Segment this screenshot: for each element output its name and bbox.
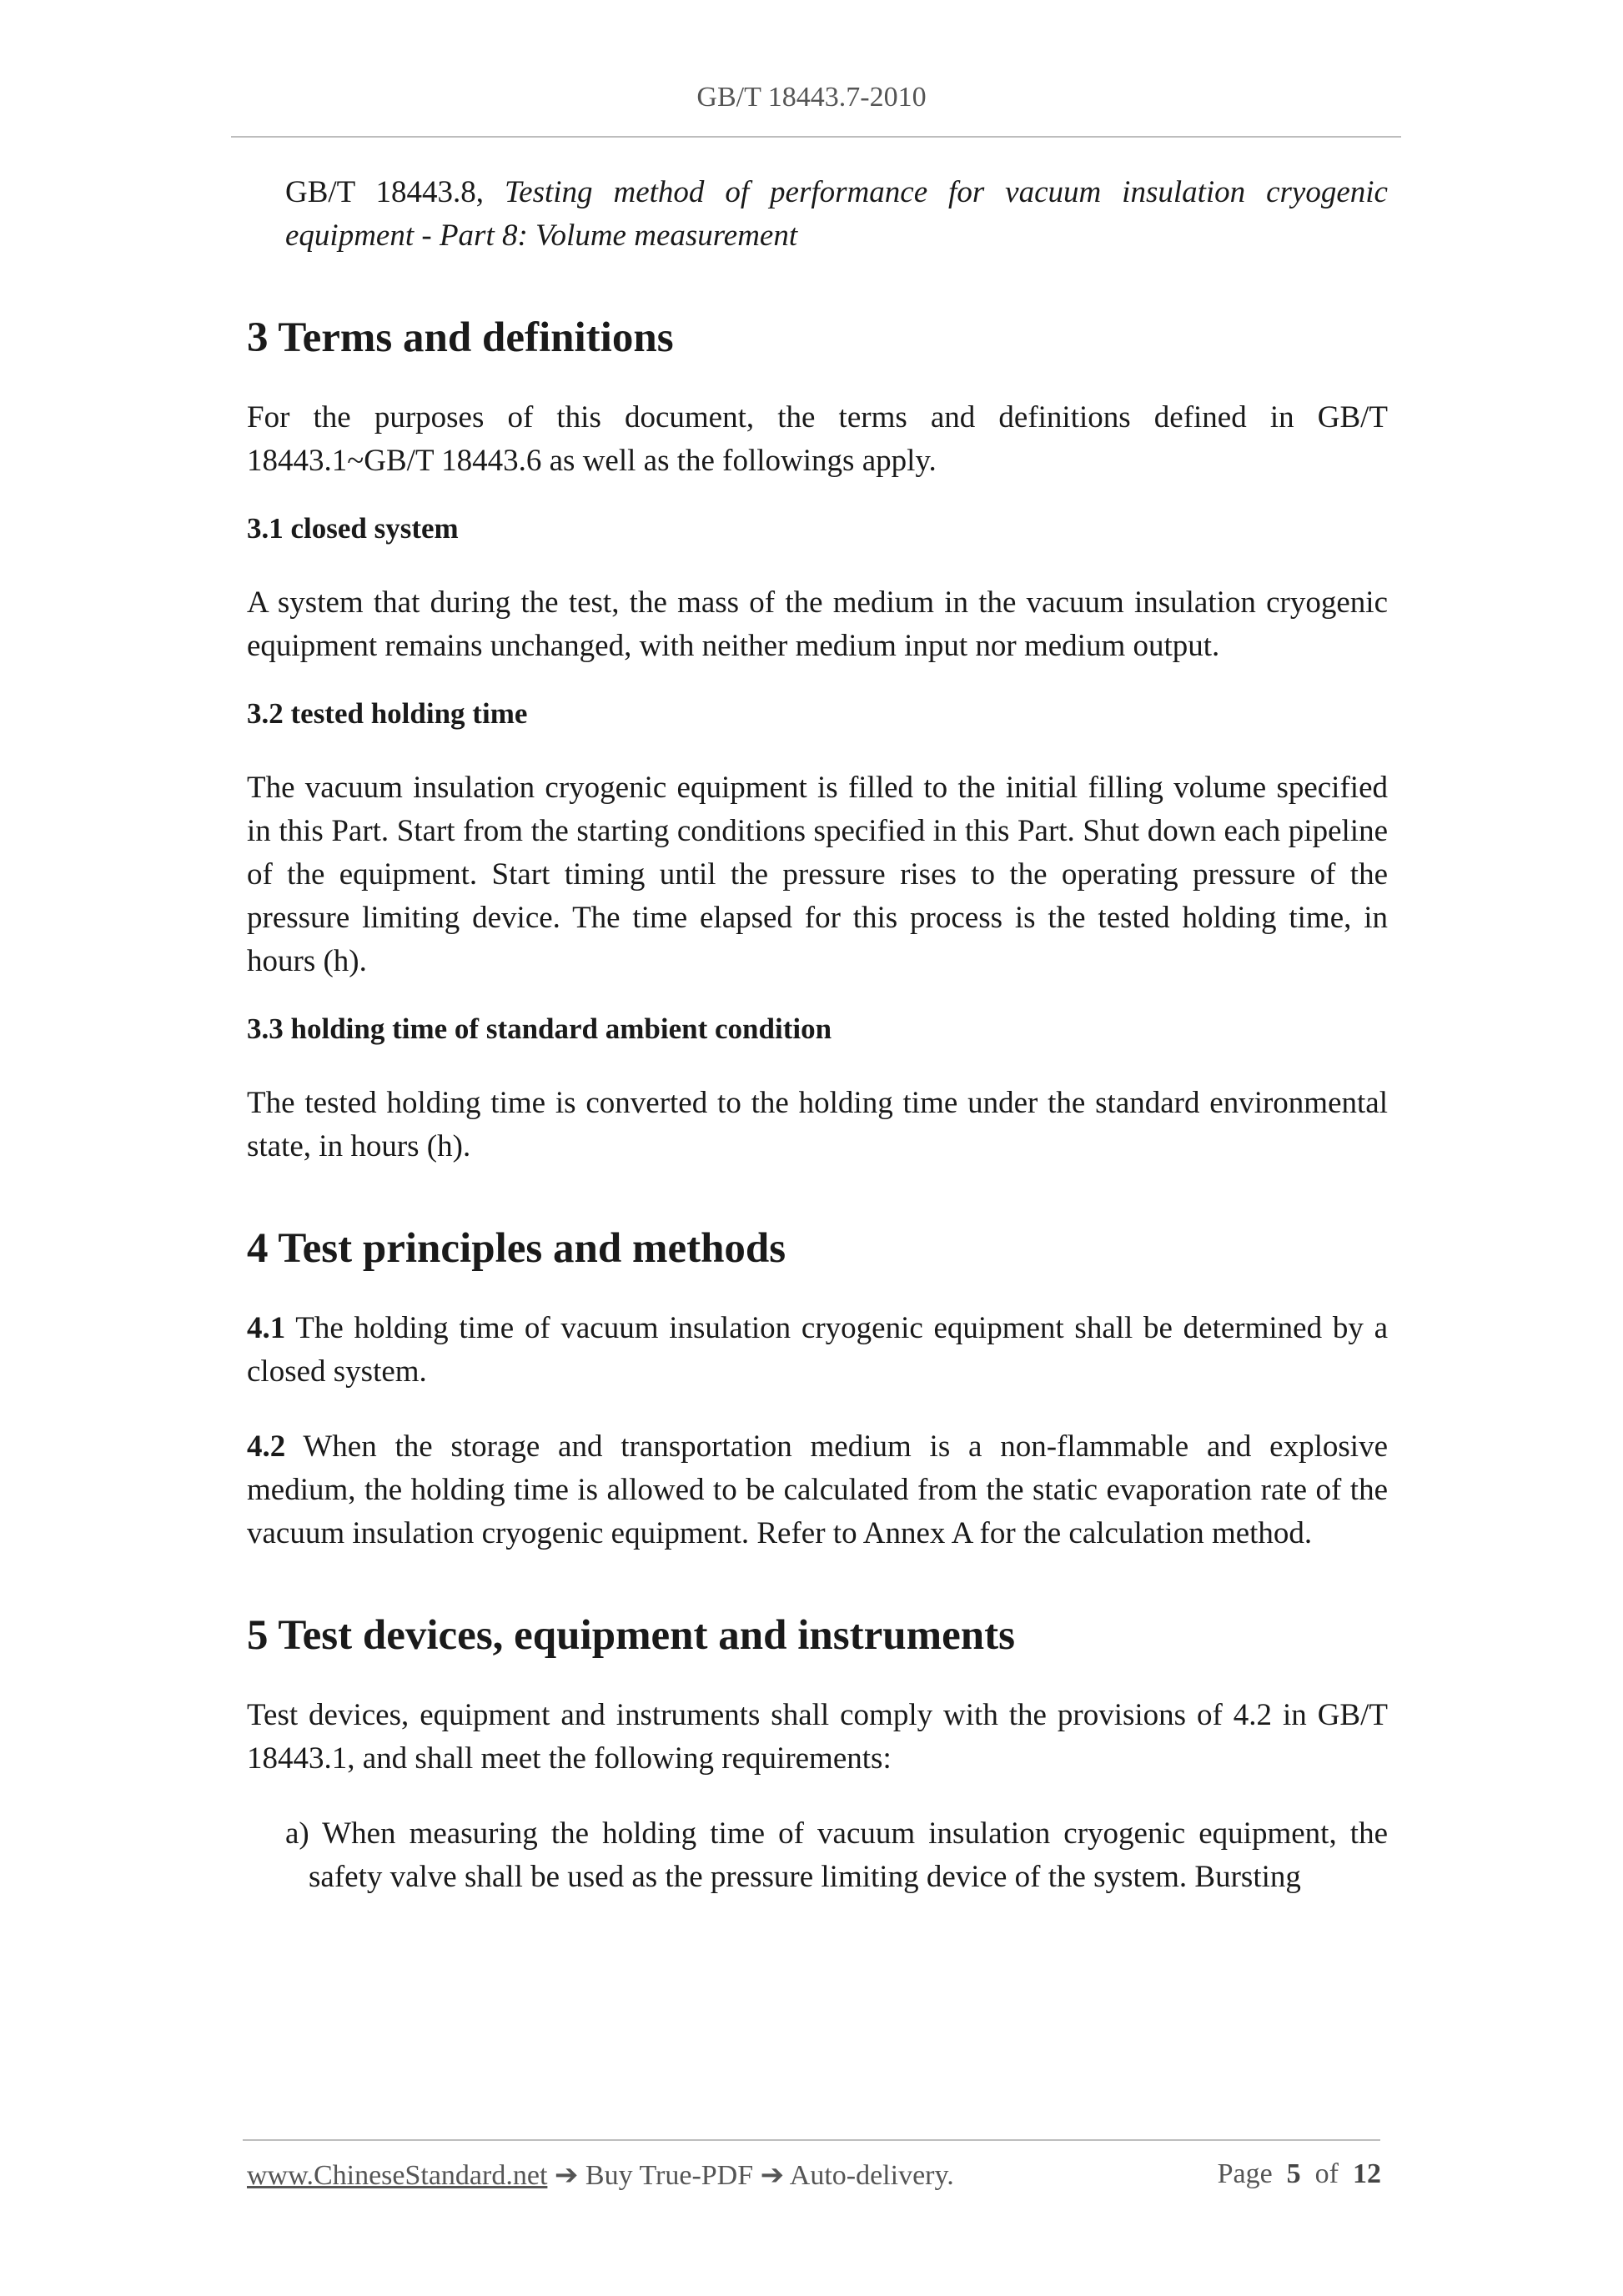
clause-4-2 <box>247 1425 1388 1555</box>
clause-4-1-text: The holding time of vacuum insulation cryogenic equipment shall be determined by a closed system. <box>247 1311 1388 1389</box>
page-footer <box>247 2158 1381 2197</box>
clause-4-1-number: 4.1 <box>247 1311 286 1345</box>
term-3-3-heading: 3.3 holding time of standard ambient condition <box>247 1012 832 1045</box>
header-divider <box>231 136 1401 138</box>
section-5-intro: Test devices, equipment and instruments shall comply with the provisions of 4.2 in GB/T 18443.1, and shall meet the following requirements: <box>247 1698 1388 1776</box>
reference-title: Testing method of performance for vacuum insulation cryogenic equipment - Part 8: Volume measurement <box>285 175 1388 253</box>
term-3-2-definition: The vacuum insulation cryogenic equipment is filled to the initial filling volume specified in this Part. Start from the starting conditions specified in this Part. Shut down each pipeline of the equipment. Start timing until the pressure rises to the operating pressure of the pressure limiting device. The time elapsed for this process is the tested holding time, in hours (h). <box>247 771 1388 978</box>
clause-4-2-number: 4.2 <box>247 1429 286 1464</box>
term-3-2-heading: 3.2 tested holding time <box>247 697 528 730</box>
page-number <box>1218 2158 1381 2190</box>
arrow-icon: ➔ <box>547 2160 585 2191</box>
section-4-heading: 4 Test principles and methods <box>247 1225 786 1272</box>
page-current: 5 <box>1286 2158 1301 2189</box>
clause-4-1 <box>247 1307 1388 1394</box>
auto-delivery-text: Auto-delivery. <box>789 2160 954 2191</box>
page-total: 12 <box>1353 2158 1381 2189</box>
running-header: GB/T 18443.7-2010 <box>696 82 927 113</box>
page-of-label: of <box>1314 2158 1339 2189</box>
term-3-1-definition: A system that during the test, the mass of the medium in the vacuum insulation cryogenic equipment remains unchanged, with neither medium input nor medium output. <box>247 585 1388 663</box>
page-label: Page <box>1217 2158 1273 2189</box>
list-item-a: a) When measuring the holding time of vacuum insulation cryogenic equipment, the safety valve shall be used as the pressure limiting device of the system. Bursting <box>285 1816 1388 1894</box>
reference-code: GB/T 18443.8, <box>285 175 505 209</box>
term-3-3-definition: The tested holding time is converted to the holding time under the standard environmental state, in hours (h). <box>247 1086 1388 1163</box>
term-3-1-heading: 3.1 closed system <box>247 512 459 545</box>
section-5-heading: 5 Test devices, equipment and instruments <box>247 1612 1015 1659</box>
buy-pdf-text: Buy True-PDF <box>585 2160 754 2191</box>
page-content <box>247 171 1388 1899</box>
arrow-icon: ➔ <box>753 2160 790 2191</box>
section-3-intro: For the purposes of this document, the terms and definitions defined in GB/T 18443.1~GB/T 18443.6 as well as the followings apply. <box>247 400 1388 478</box>
section-3-heading: 3 Terms and definitions <box>247 314 674 361</box>
normative-reference-item <box>285 171 1388 258</box>
footer-links <box>247 2158 954 2192</box>
site-link[interactable]: www.ChineseStandard.net <box>247 2160 548 2191</box>
clause-4-2-text: When the storage and transportation medium is a non-flammable and explosive medium, the holding time is allowed to be calculated from the static evaporation rate of the vacuum insulation cryogenic equipment. Refer to Annex A for the calculation method. <box>247 1429 1388 1550</box>
footer-divider <box>243 2139 1380 2141</box>
